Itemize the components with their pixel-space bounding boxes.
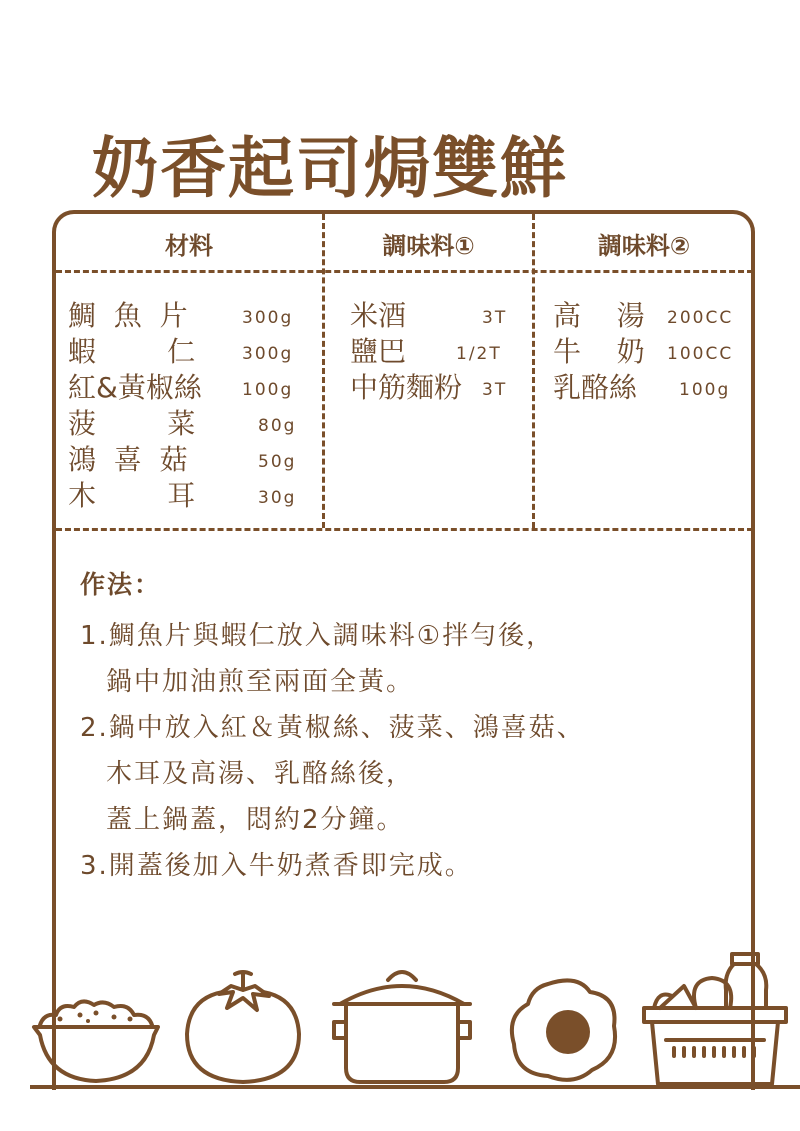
ingredient-name: 紅&黃椒絲 (68, 371, 202, 404)
seasoning-name: 鹽巴 (350, 335, 407, 368)
list-item (68, 406, 318, 442)
list-item (68, 334, 318, 370)
method-step: 1.鯛魚片與蝦仁放入調味料①拌勻後， (80, 621, 555, 651)
list-item (350, 334, 515, 370)
seasoning-name: 中筋麵粉 (350, 371, 463, 404)
seasoning2-list (553, 298, 748, 406)
method-section (80, 565, 585, 889)
list-item (68, 478, 318, 514)
recipe-title: 奶香起司焗雙鮮 (92, 130, 568, 207)
ingredient-qty: 300g (242, 308, 294, 328)
method-step: 蓋上鍋蓋，悶約2分鐘。 (106, 805, 405, 835)
method-step: 3.開蓋後加入牛奶煮香即完成。 (80, 851, 473, 881)
seasoning1-list (350, 298, 515, 406)
seasoning-name: 乳酪絲 (553, 371, 638, 404)
ingredient-name: 鯛 魚 片 (68, 299, 188, 332)
list-item (553, 334, 748, 370)
method-title: 作法： (80, 570, 162, 599)
seasoning-qty: 200CC (667, 308, 734, 328)
list-item (553, 298, 748, 334)
seasoning-qty: 3T (482, 308, 508, 328)
ingredient-qty: 80g (258, 416, 297, 436)
seasoning2-header: 調味料② (597, 232, 691, 260)
ingredient-qty: 30g (258, 488, 297, 508)
list-item (68, 442, 318, 478)
column-divider-2 (532, 214, 535, 528)
method-step: 鍋中加油煎至兩面全黃。 (106, 667, 415, 697)
seasoning-qty: 100g (679, 380, 731, 400)
seasoning-name: 高 湯 (553, 299, 645, 332)
seasoning1-header: 調味料① (382, 232, 475, 260)
list-item (68, 370, 318, 406)
ingredient-name: 菠 菜 (68, 407, 196, 440)
base-line (30, 1085, 800, 1089)
column-divider-1 (322, 214, 325, 528)
seasoning-qty: 100CC (667, 344, 734, 364)
method-step: 2.鍋中放入紅＆黃椒絲、菠菜、鴻喜菇、 (80, 713, 585, 743)
seasoning-name: 牛 奶 (553, 335, 645, 368)
ingredients-header: 材料 (165, 232, 213, 260)
ingredients-list (68, 298, 318, 514)
ingredient-qty: 300g (242, 344, 294, 364)
table-bottom-divider (56, 528, 753, 531)
method-step: 木耳及高湯、乳酪絲後， (106, 759, 415, 789)
seasoning-qty: 1/2T (456, 344, 502, 364)
list-item (350, 298, 515, 334)
grocery-basket-icon (640, 950, 790, 1088)
header-divider (56, 270, 753, 273)
ingredient-qty: 100g (242, 380, 294, 400)
list-item (350, 370, 515, 406)
list-item (553, 370, 748, 406)
fried-egg-icon (508, 978, 620, 1086)
rice-bowl-icon (30, 995, 165, 1087)
seasoning-qty: 3T (482, 380, 508, 400)
ingredient-name: 木 耳 (68, 479, 196, 512)
ingredient-name: 蝦 仁 (68, 335, 196, 368)
pot-icon (330, 964, 475, 1088)
tomato-icon (183, 968, 303, 1086)
seasoning-name: 米酒 (350, 299, 407, 332)
ingredient-name: 鴻 喜 菇 (68, 443, 188, 476)
ingredient-qty: 50g (258, 452, 297, 472)
list-item (68, 298, 318, 334)
